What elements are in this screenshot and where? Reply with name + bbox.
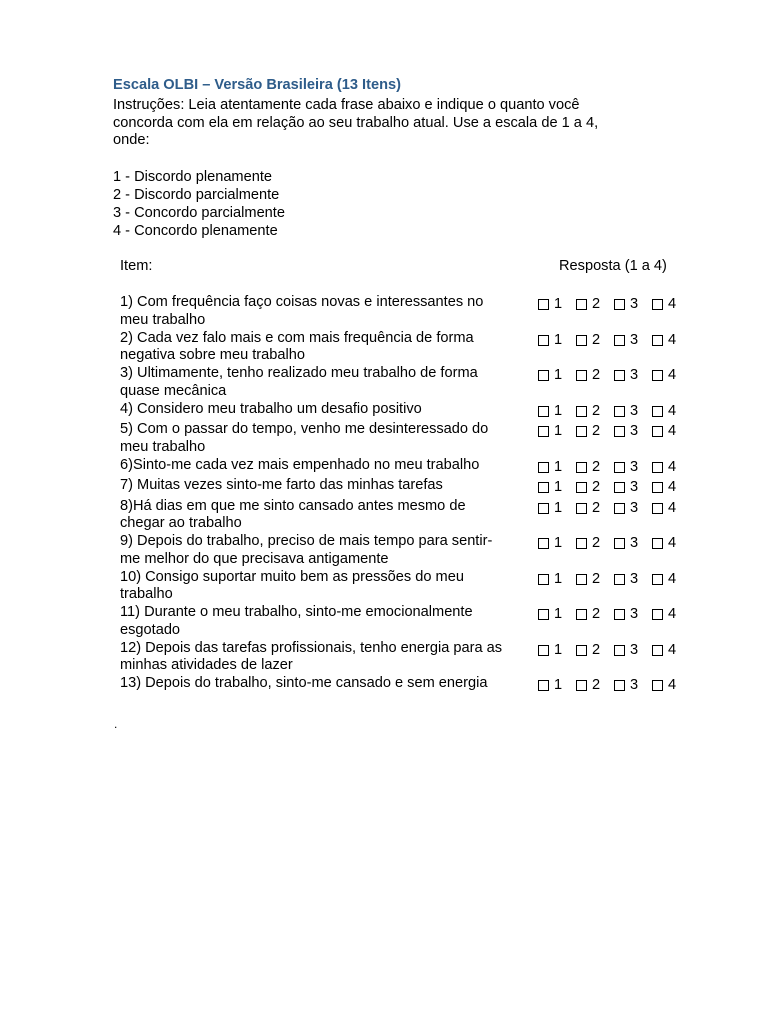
option-label: 1 bbox=[554, 479, 563, 495]
question-row bbox=[120, 330, 690, 366]
checkbox-icon[interactable] bbox=[538, 426, 549, 437]
option-label: 3 bbox=[630, 423, 639, 439]
checkbox-icon[interactable] bbox=[576, 574, 587, 585]
question-row bbox=[120, 533, 690, 569]
option-label: 3 bbox=[630, 677, 639, 693]
checkbox-icon[interactable] bbox=[614, 680, 625, 691]
checkbox-icon[interactable] bbox=[538, 462, 549, 473]
option-label: 2 bbox=[592, 458, 601, 475]
question-text: 11) Durante o meu trabalho, sinto-me emocionalmente esgotado bbox=[120, 604, 473, 638]
option-label: 1 bbox=[554, 423, 563, 439]
option-label: 1 bbox=[554, 367, 563, 383]
option-label: 3 bbox=[630, 606, 639, 622]
checkbox-icon[interactable] bbox=[614, 503, 625, 514]
response-option-4[interactable] bbox=[652, 403, 690, 421]
response-option-4[interactable] bbox=[652, 677, 690, 695]
option-label: 4 bbox=[668, 535, 677, 551]
response-option-3[interactable] bbox=[614, 500, 652, 518]
question-text: 9) Depois do trabalho, preciso de mais tempo para sentir- me melhor do que precisava antigamente bbox=[120, 533, 493, 567]
checkbox-icon[interactable] bbox=[576, 609, 587, 620]
option-label: 1 bbox=[554, 535, 563, 551]
response-option-4[interactable] bbox=[652, 367, 690, 385]
response-option-4[interactable] bbox=[652, 571, 690, 589]
checkbox-icon[interactable] bbox=[576, 426, 587, 437]
checkbox-icon[interactable] bbox=[576, 645, 587, 656]
checkbox-icon[interactable] bbox=[614, 335, 625, 346]
scale-legend bbox=[113, 169, 285, 241]
response-option-1[interactable] bbox=[538, 479, 576, 497]
option-label: 4 bbox=[668, 641, 677, 658]
option-label: 2 bbox=[592, 296, 601, 312]
option-label: 1 bbox=[554, 570, 563, 587]
checkbox-icon[interactable] bbox=[576, 335, 587, 346]
response-option-1[interactable] bbox=[538, 367, 576, 385]
response-option-1[interactable] bbox=[538, 500, 576, 518]
response-options bbox=[538, 571, 690, 589]
item-column-header: Item: bbox=[120, 258, 153, 274]
checkbox-icon[interactable] bbox=[652, 574, 663, 585]
option-label: 4 bbox=[668, 402, 677, 419]
checkbox-icon[interactable] bbox=[652, 462, 663, 473]
document-title: Escala OLBI – Versão Brasileira (13 Itens) bbox=[113, 77, 401, 93]
response-options bbox=[538, 423, 690, 441]
option-label: 2 bbox=[592, 606, 601, 622]
option-label: 1 bbox=[554, 606, 563, 622]
response-options bbox=[538, 479, 690, 497]
response-option-3[interactable] bbox=[614, 606, 652, 624]
question-text: 7) Muitas vezes sinto-me farto das minhas tarefas bbox=[120, 477, 443, 493]
instructions-text: Instruções: Leia atentamente cada frase abaixo e indique o quanto você concorda com ela em relação ao seu trabalho atual. Use a escala de 1 a 4, onde: bbox=[113, 97, 599, 149]
questionnaire-items bbox=[120, 294, 690, 695]
option-label: 3 bbox=[630, 570, 639, 587]
question-row bbox=[120, 421, 690, 457]
option-label: 1 bbox=[554, 402, 563, 419]
question-text: 13) Depois do trabalho, sinto-me cansado e sem energia bbox=[120, 675, 488, 691]
response-option-1[interactable] bbox=[538, 571, 576, 589]
option-label: 3 bbox=[630, 479, 639, 495]
response-option-4[interactable] bbox=[652, 606, 690, 624]
option-label: 1 bbox=[554, 677, 563, 693]
option-label: 2 bbox=[592, 402, 601, 419]
option-label: 4 bbox=[668, 479, 677, 495]
response-option-3[interactable] bbox=[614, 296, 652, 314]
response-options bbox=[538, 535, 690, 553]
response-option-3[interactable] bbox=[614, 642, 652, 660]
option-label: 4 bbox=[668, 423, 677, 439]
question-row bbox=[120, 401, 690, 422]
scale-item: 4 - Concordo plenamente bbox=[113, 223, 278, 239]
response-option-3[interactable] bbox=[614, 423, 652, 441]
response-options bbox=[538, 677, 690, 695]
response-option-2[interactable] bbox=[576, 367, 614, 385]
response-options bbox=[538, 500, 690, 518]
response-option-1[interactable] bbox=[538, 677, 576, 695]
option-label: 4 bbox=[668, 331, 677, 348]
response-option-2[interactable] bbox=[576, 332, 614, 350]
response-option-2[interactable] bbox=[576, 535, 614, 553]
response-option-2[interactable] bbox=[576, 479, 614, 497]
question-text: 1) Com frequência faço coisas novas e interessantes no meu trabalho bbox=[120, 294, 484, 328]
response-option-3[interactable] bbox=[614, 403, 652, 421]
checkbox-icon[interactable] bbox=[614, 406, 625, 417]
question-row bbox=[120, 477, 690, 498]
response-options bbox=[538, 367, 690, 385]
checkbox-icon[interactable] bbox=[576, 503, 587, 514]
question-row bbox=[120, 498, 690, 534]
question-row bbox=[120, 640, 690, 676]
option-label: 2 bbox=[592, 535, 601, 551]
response-option-1[interactable] bbox=[538, 423, 576, 441]
checkbox-icon[interactable] bbox=[614, 538, 625, 549]
checkbox-icon[interactable] bbox=[576, 462, 587, 473]
checkbox-icon[interactable] bbox=[614, 609, 625, 620]
checkbox-icon[interactable] bbox=[652, 538, 663, 549]
response-option-3[interactable] bbox=[614, 332, 652, 350]
checkbox-icon[interactable] bbox=[614, 462, 625, 473]
response-option-2[interactable] bbox=[576, 606, 614, 624]
response-option-2[interactable] bbox=[576, 403, 614, 421]
question-text: 2) Cada vez falo mais e com mais frequência de forma negativa sobre meu trabalho bbox=[120, 329, 474, 364]
response-options bbox=[538, 332, 690, 350]
option-label: 2 bbox=[592, 570, 601, 587]
checkbox-icon[interactable] bbox=[538, 680, 549, 691]
question-row bbox=[120, 569, 690, 605]
response-option-1[interactable] bbox=[538, 642, 576, 660]
option-label: 2 bbox=[592, 331, 601, 348]
option-label: 3 bbox=[630, 641, 639, 658]
scale-item: 2 - Discordo parcialmente bbox=[113, 187, 280, 203]
response-options bbox=[538, 403, 690, 421]
option-label: 2 bbox=[592, 367, 601, 383]
response-option-2[interactable] bbox=[576, 500, 614, 518]
checkbox-icon[interactable] bbox=[652, 335, 663, 346]
response-option-4[interactable] bbox=[652, 423, 690, 441]
checkbox-icon[interactable] bbox=[538, 299, 549, 310]
option-label: 1 bbox=[554, 331, 563, 348]
response-options bbox=[538, 459, 690, 477]
option-label: 4 bbox=[668, 367, 677, 383]
checkbox-icon[interactable] bbox=[652, 609, 663, 620]
checkbox-icon[interactable] bbox=[538, 503, 549, 514]
checkbox-icon[interactable] bbox=[576, 482, 587, 493]
option-label: 1 bbox=[554, 296, 563, 312]
checkbox-icon[interactable] bbox=[652, 680, 663, 691]
question-text: 6)Sinto-me cada vez mais empenhado no meu trabalho bbox=[120, 456, 480, 473]
option-label: 4 bbox=[668, 570, 677, 587]
option-label: 3 bbox=[630, 499, 639, 516]
checkbox-icon[interactable] bbox=[614, 645, 625, 656]
option-label: 2 bbox=[592, 677, 601, 693]
response-option-1[interactable] bbox=[538, 535, 576, 553]
response-option-4[interactable] bbox=[652, 459, 690, 477]
checkbox-icon[interactable] bbox=[538, 538, 549, 549]
question-text: 8)Há dias em que me sinto cansado antes mesmo de chegar ao trabalho bbox=[120, 497, 466, 532]
option-label: 2 bbox=[592, 423, 601, 439]
response-option-2[interactable] bbox=[576, 677, 614, 695]
checkbox-icon[interactable] bbox=[652, 645, 663, 656]
response-option-4[interactable] bbox=[652, 479, 690, 497]
option-label: 3 bbox=[630, 402, 639, 419]
response-option-1[interactable] bbox=[538, 403, 576, 421]
response-option-4[interactable] bbox=[652, 296, 690, 314]
scale-item: 1 - Discordo plenamente bbox=[113, 169, 272, 185]
question-row bbox=[120, 365, 690, 401]
question-text: 12) Depois das tarefas profissionais, tenho energia para as minhas atividades de lazer bbox=[120, 639, 503, 674]
checkbox-icon[interactable] bbox=[652, 370, 663, 381]
option-label: 2 bbox=[592, 641, 601, 658]
checkbox-icon[interactable] bbox=[614, 574, 625, 585]
checkbox-icon[interactable] bbox=[652, 482, 663, 493]
question-text: 10) Consigo suportar muito bem as pressões do meu trabalho bbox=[120, 568, 464, 603]
response-option-1[interactable] bbox=[538, 296, 576, 314]
response-option-3[interactable] bbox=[614, 479, 652, 497]
response-option-3[interactable] bbox=[614, 677, 652, 695]
checkbox-icon[interactable] bbox=[652, 503, 663, 514]
checkbox-icon[interactable] bbox=[538, 370, 549, 381]
response-option-3[interactable] bbox=[614, 367, 652, 385]
checkbox-icon[interactable] bbox=[652, 406, 663, 417]
response-option-4[interactable] bbox=[652, 500, 690, 518]
option-label: 4 bbox=[668, 677, 677, 693]
option-label: 2 bbox=[592, 479, 601, 495]
checkbox-icon[interactable] bbox=[576, 370, 587, 381]
response-column-header: Resposta (1 a 4) bbox=[559, 258, 667, 274]
checkbox-icon[interactable] bbox=[652, 426, 663, 437]
response-option-4[interactable] bbox=[652, 332, 690, 350]
checkbox-icon[interactable] bbox=[652, 299, 663, 310]
checkbox-icon[interactable] bbox=[538, 609, 549, 620]
checkbox-icon[interactable] bbox=[576, 538, 587, 549]
response-option-2[interactable] bbox=[576, 642, 614, 660]
option-label: 3 bbox=[630, 458, 639, 475]
response-option-2[interactable] bbox=[576, 459, 614, 477]
option-label: 1 bbox=[554, 499, 563, 516]
response-option-1[interactable] bbox=[538, 606, 576, 624]
option-label: 2 bbox=[592, 499, 601, 516]
footer-mark: . bbox=[114, 717, 118, 731]
response-option-2[interactable] bbox=[576, 296, 614, 314]
response-option-1[interactable] bbox=[538, 332, 576, 350]
option-label: 3 bbox=[630, 367, 639, 383]
checkbox-icon[interactable] bbox=[538, 406, 549, 417]
checkbox-icon[interactable] bbox=[538, 335, 549, 346]
response-option-4[interactable] bbox=[652, 535, 690, 553]
checkbox-icon[interactable] bbox=[614, 482, 625, 493]
question-row bbox=[120, 604, 690, 640]
option-label: 3 bbox=[630, 331, 639, 348]
checkbox-icon[interactable] bbox=[614, 299, 625, 310]
checkbox-icon[interactable] bbox=[576, 680, 587, 691]
scale-item: 3 - Concordo parcialmente bbox=[113, 205, 285, 221]
response-options bbox=[538, 606, 690, 624]
checkbox-icon[interactable] bbox=[576, 406, 587, 417]
response-options bbox=[538, 296, 690, 314]
option-label: 1 bbox=[554, 458, 563, 475]
question-row bbox=[120, 457, 690, 478]
response-option-3[interactable] bbox=[614, 535, 652, 553]
response-option-3[interactable] bbox=[614, 459, 652, 477]
option-label: 3 bbox=[630, 535, 639, 551]
option-label: 4 bbox=[668, 606, 677, 622]
question-row bbox=[120, 294, 690, 330]
question-text: 4) Considero meu trabalho um desafio positivo bbox=[120, 400, 422, 417]
question-row bbox=[120, 675, 690, 695]
checkbox-icon[interactable] bbox=[614, 426, 625, 437]
question-text: 5) Com o passar do tempo, venho me desinteressado do meu trabalho bbox=[120, 421, 489, 455]
checkbox-icon[interactable] bbox=[538, 574, 549, 585]
response-option-1[interactable] bbox=[538, 459, 576, 477]
checkbox-icon[interactable] bbox=[576, 299, 587, 310]
checkbox-icon[interactable] bbox=[538, 645, 549, 656]
option-label: 4 bbox=[668, 499, 677, 516]
response-options bbox=[538, 642, 690, 660]
response-option-2[interactable] bbox=[576, 423, 614, 441]
response-option-3[interactable] bbox=[614, 571, 652, 589]
checkbox-icon[interactable] bbox=[614, 370, 625, 381]
option-label: 4 bbox=[668, 296, 677, 312]
option-label: 3 bbox=[630, 296, 639, 312]
question-text: 3) Ultimamente, tenho realizado meu trabalho de forma quase mecânica bbox=[120, 365, 478, 399]
option-label: 4 bbox=[668, 458, 677, 475]
option-label: 1 bbox=[554, 641, 563, 658]
response-option-2[interactable] bbox=[576, 571, 614, 589]
checkbox-icon[interactable] bbox=[538, 482, 549, 493]
response-option-4[interactable] bbox=[652, 642, 690, 660]
